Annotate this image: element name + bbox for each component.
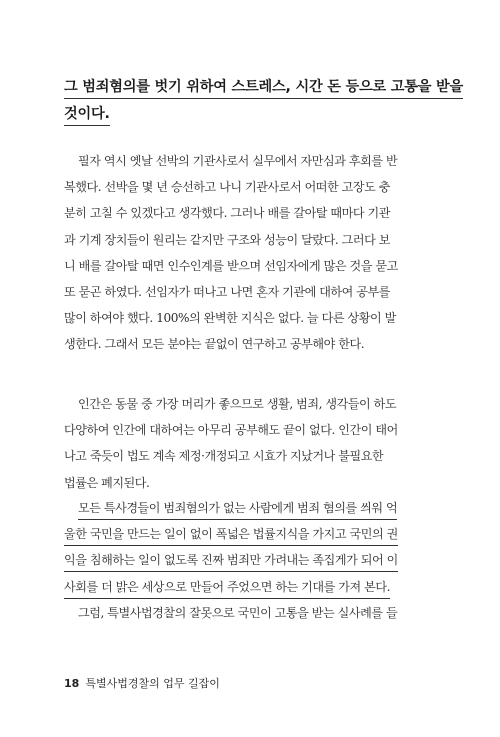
heading-underlined-text: 것이다. [64, 103, 110, 126]
underlined-text: 익을 침해하는 일이 없도록 진짜 범죄만 가려내는 족집게가 되어 이 [64, 549, 398, 572]
text-line: 또 묻곤 하였다. 선임자가 떠나고 나면 혼자 기관에 대하여 공부를 [64, 284, 390, 299]
text-line: 많이 하여야 했다. 100%의 완벽한 지식은 없다. 늘 다른 상황이 발 [64, 311, 396, 326]
text-line: 생한다. 그래서 모든 분야는 끝없이 연구하고 공부해야 한다. [64, 337, 365, 352]
text-line: 법률은 폐지된다. [64, 475, 150, 490]
paragraph-2 [64, 393, 416, 498]
running-title: 특별사법경찰의 업무 길잡이 [85, 677, 220, 690]
heading-line [64, 103, 416, 130]
page-number: 18 [64, 677, 80, 690]
bold-heading [64, 76, 463, 130]
heading-underlined-text: 그 범죄혐의를 벗기 위하여 스트레스, 시간 돈 등으로 고통을 받을 [64, 76, 463, 99]
text-line: 그럼, 특별사법경찰의 잘못으로 국민이 고통을 받는 실사례를 들 [78, 606, 398, 620]
text-line: 복했다. 선박을 몇 년 승선하고 나니 기관사로서 어떠한 고장도 충 [64, 180, 390, 195]
text-line: 니 배를 갈아탈 때면 인수인계를 받으며 선임자에게 많은 것을 묻고 [64, 258, 398, 273]
paragraph-1 [64, 150, 416, 360]
underlined-line [64, 549, 416, 575]
text-line: 과 기계 장치들이 원리는 같지만 구조와 성능이 달랐다. 그러다 보 [64, 232, 390, 247]
underlined-text: 사회를 더 밝은 세상으로 만들어 주었으면 하는 기대를 가져 본다. [64, 576, 390, 599]
paragraph-4 [64, 602, 416, 628]
text-line: 분히 고칠 수 있겠다고 생각했다. 그러나 배를 갈아탈 때마다 기관 [64, 206, 390, 221]
text-line: 다양하여 인간에 대하여는 아무리 공부해도 끝이 없다. 인간이 태어 [64, 423, 398, 438]
text-line: 인간은 동물 중 가장 머리가 좋으므로 생활, 범죄, 생각들이 하도 [78, 397, 397, 411]
text-line: 필자 역시 옛날 선박의 기관사로서 실무에서 자만심과 후회를 반 [78, 154, 398, 168]
paragraph-3-underlined [64, 497, 416, 602]
underlined-line [64, 576, 416, 602]
text-line: 나고 죽듯이 법도 계속 제정·개정되고 시효가 지났거나 불필요한 [64, 449, 384, 464]
underlined-text: 모든 특사경들이 범죄혐의가 없는 사람에게 범죄 혐의를 씌워 억 [78, 497, 397, 520]
underlined-text: 울한 국민을 만드는 일이 없이 폭넓은 법률지식을 가지고 국민의 권 [64, 523, 398, 546]
page-footer [64, 675, 220, 691]
underlined-line [64, 497, 416, 523]
heading-line [64, 76, 463, 103]
underlined-line [64, 523, 416, 549]
